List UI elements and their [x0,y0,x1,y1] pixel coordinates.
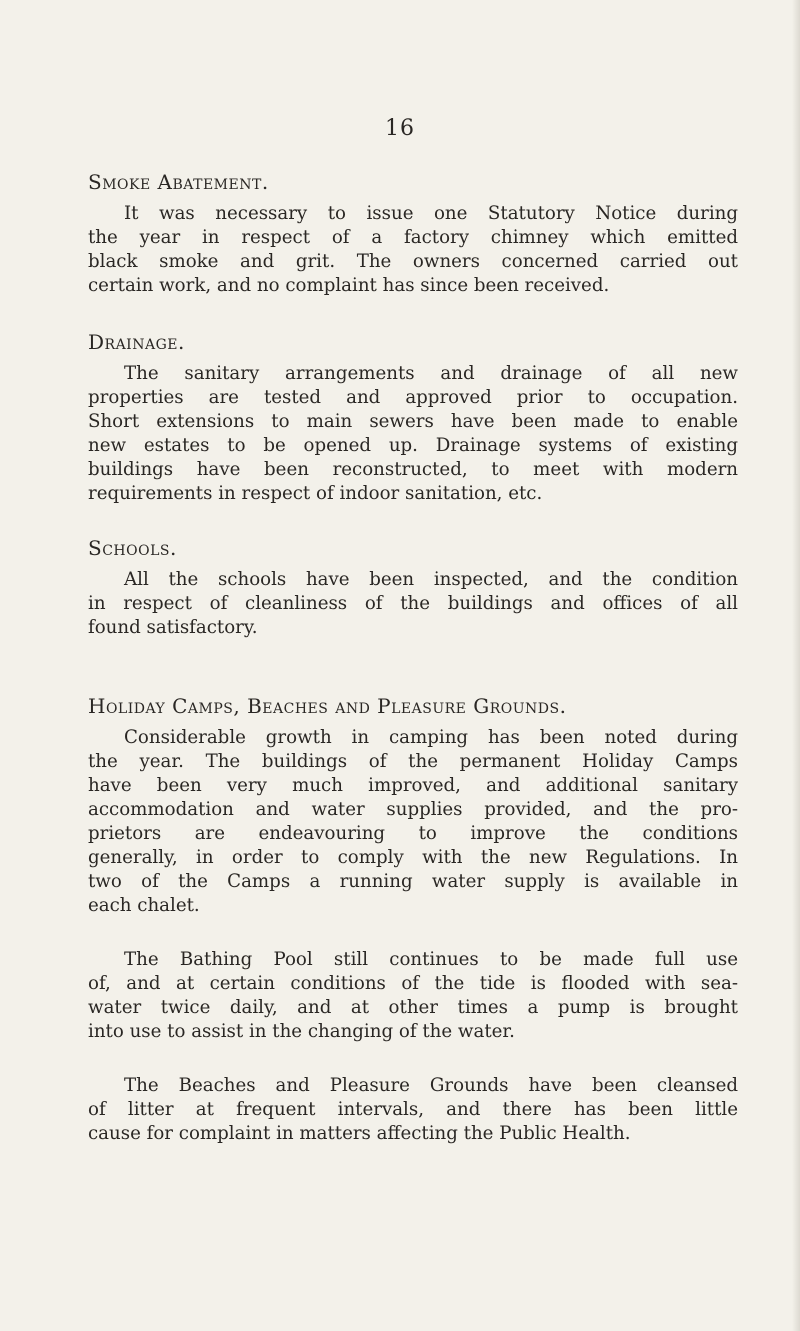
heading-holiday-camps: Holiday Camps, Beaches and Pleasure Grounds. [88,694,567,718]
text-line: the year in respect of a factory chimney which emitted [88,227,738,248]
text-line: new estates to be opened up. Drainage systems of existing [88,435,738,456]
text-line: It was necessary to issue one Statutory Notice during [124,203,738,224]
text-line: accommodation and water supplies provided, and the pro- [88,799,738,820]
text-line: The Bathing Pool still continues to be made full use [124,949,738,970]
text-line: prietors are endeavouring to improve the conditions [88,823,738,844]
text-line: the year. The buildings of the permanent Holiday Camps [88,751,738,772]
text-line: cause for complaint in matters affecting the Public Health. [88,1123,631,1144]
text-line: Short extensions to main sewers have been made to enable [88,411,738,432]
text-line: in respect of cleanliness of the buildings and offices of all [88,593,738,614]
text-line: properties are tested and approved prior to occupation. [88,387,738,408]
paragraph-holiday-camps [88,726,738,918]
text-line: each chalet. [88,895,200,916]
text-line: requirements in respect of indoor sanitation, etc. [88,483,543,504]
paragraph-schools [88,568,738,640]
paragraph-smoke-abatement [88,202,738,298]
heading-smoke-abatement: Smoke Abatement. [88,170,269,194]
page-number: 16 [385,116,415,141]
text-line: two of the Camps a running water supply is available in [88,871,738,892]
text-line: The sanitary arrangements and drainage of all new [124,363,738,384]
paragraph-bathing-pool [88,948,738,1044]
text-line: buildings have been reconstructed, to meet with modern [88,459,738,480]
heading-schools: Schools. [88,536,177,560]
text-line: found satisfactory. [88,617,258,638]
text-line: water twice daily, and at other times a pump is brought [88,997,738,1018]
text-line: Considerable growth in camping has been noted during [124,727,738,748]
text-line: generally, in order to comply with the new Regulations. In [88,847,738,868]
paragraph-beaches [88,1074,738,1146]
text-line: into use to assist in the changing of the water. [88,1021,515,1042]
text-line: certain work, and no complaint has since been received. [88,275,610,296]
text-line: of, and at certain conditions of the tide is flooded with sea- [88,973,738,994]
text-line: All the schools have been inspected, and the condition [124,569,738,590]
text-line: of litter at frequent intervals, and there has been little [88,1099,738,1120]
page-edge-shadow [792,0,800,1331]
text-line: black smoke and grit. The owners concerned carried out [88,251,738,272]
text-line: The Beaches and Pleasure Grounds have been cleansed [124,1075,738,1096]
heading-drainage: Drainage. [88,330,185,354]
paragraph-drainage [88,362,738,506]
text-line: have been very much improved, and additional sanitary [88,775,738,796]
